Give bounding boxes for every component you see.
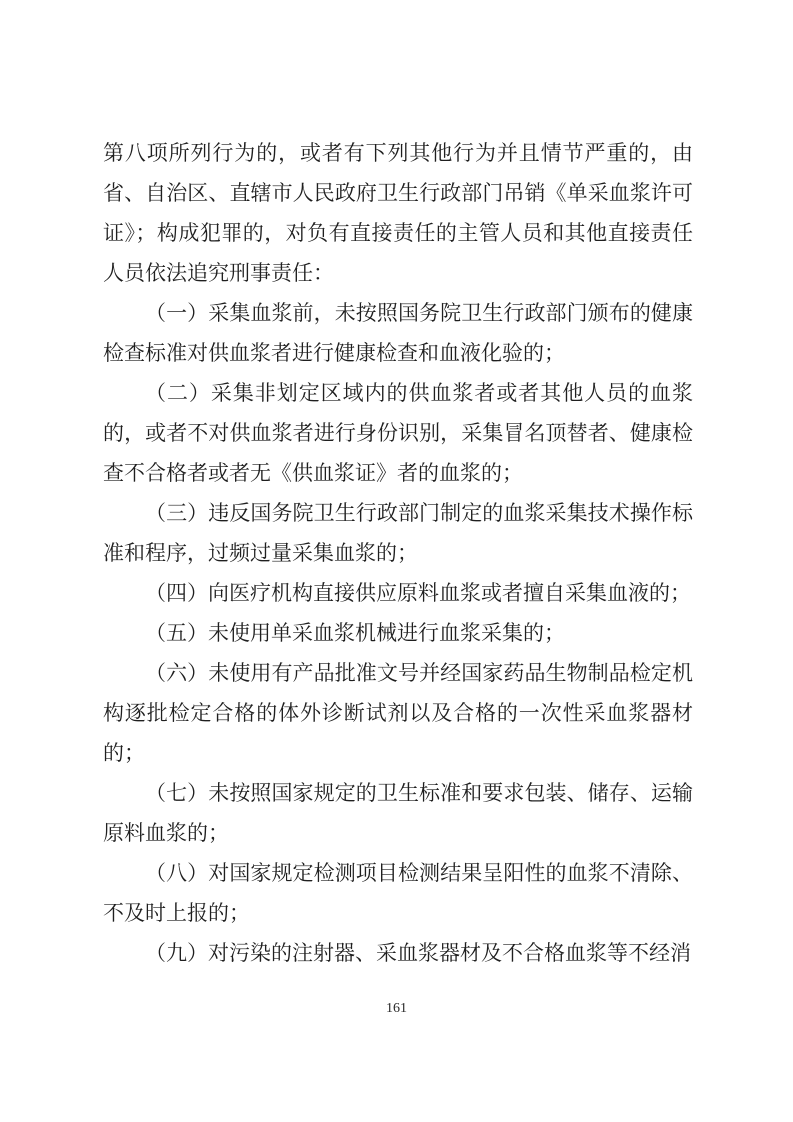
list-item-3: （三）违反国务院卫生行政部门制定的血浆采集技术操作标准和程序，过频过量采集血浆的；: [103, 501, 693, 565]
list-item-9: （九）对污染的注射器、采血浆器材及不合格血浆等不经消: [145, 941, 691, 965]
list-item-2: （二）采集非划定区域内的供血浆者或者其他人员的血浆的，或者不对供血浆者进行身份识别，采集冒名顶替者、健康检查不合格者或者无《供血浆证》者的血浆的；: [103, 381, 693, 485]
document-body: [103, 133, 693, 973]
list-item-1: （一）采集血浆前，未按照国务院卫生行政部门颁布的健康检查标准对供血浆者进行健康检查和血液化验的；: [103, 301, 693, 365]
list-item-6: （六）未使用有产品批准文号并经国家药品生物制品检定机构逐批检定合格的体外诊断试剂以及合格的一次性采血浆器材的；: [103, 661, 693, 765]
list-item-5: （五）未使用单采血浆机械进行血浆采集的；: [145, 621, 565, 645]
page-number: 161: [386, 1001, 407, 1016]
paragraph-continuation: 第八项所列行为的，或者有下列其他行为并且情节严重的，由省、自治区、直辖市人民政府卫生行政部门吊销《单采血浆许可证》；构成犯罪的，对负有直接责任的主管人员和其他直接责任人员依法追究刑事责任：: [103, 141, 693, 285]
list-item-4: （四）向医疗机构直接供应原料血浆或者擅自采集血液的；: [145, 581, 691, 605]
list-item-8: （八）对国家规定检测项目检测结果呈阳性的血浆不清除、不及时上报的；: [103, 861, 693, 925]
list-item-7: （七）未按照国家规定的卫生标准和要求包装、储存、运输原料血浆的；: [103, 781, 693, 845]
